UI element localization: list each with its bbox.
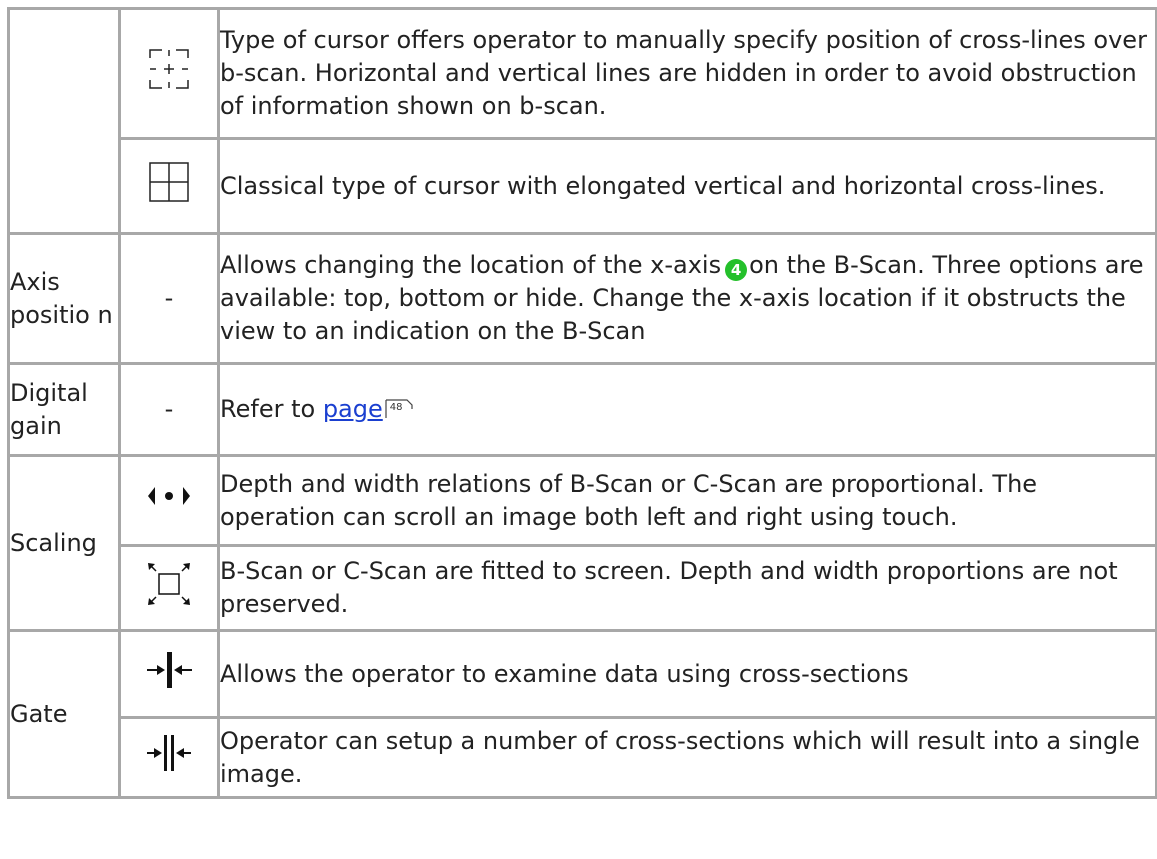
table-row xyxy=(9,139,1157,234)
table-row-digital-gain xyxy=(9,364,1157,456)
description-cell xyxy=(219,456,1157,546)
scaling-proportional-description: Depth and width relations of B-Scan or C-Scan are proportional. The operation can scroll an image both left and right using touch. xyxy=(220,469,1038,531)
param-cell-cursor xyxy=(9,9,120,234)
description-cell xyxy=(219,234,1157,364)
icon-cell xyxy=(120,631,219,718)
cursor-cross-hidden-icon xyxy=(148,48,190,90)
cursor-hidden-description: Type of cursor offers operator to manually specify position of cross-lines over b-scan. Horizontal and vertical lines are hidden in order to avoid obstruction of information shown on b-scan. xyxy=(220,26,1147,120)
axis-position-icon-dash: - xyxy=(120,234,219,364)
scaling-fit-description: B-Scan or C-Scan are fitted to screen. Depth and width proportions are not preserved. xyxy=(220,557,1118,618)
icon-cell xyxy=(120,546,219,631)
param-axis-position: Axis positio n xyxy=(9,234,120,364)
page-ref-number: 48 xyxy=(389,402,403,413)
param-digital-gain: Digital gain xyxy=(9,364,120,456)
description-cell xyxy=(219,139,1157,234)
digital-gain-desc-prefix: Refer to xyxy=(220,395,316,423)
table-row-scaling xyxy=(9,456,1157,546)
icon-cell xyxy=(120,456,219,546)
scaling-fit-screen-icon xyxy=(146,561,192,607)
description-cell xyxy=(219,546,1157,631)
description-cell xyxy=(219,631,1157,718)
gate-multiple-description: Operator can setup a number of cross-sections which will result into a single image. xyxy=(220,726,1140,788)
scaling-proportional-icon xyxy=(146,483,192,509)
cursor-cross-full-icon xyxy=(148,161,190,203)
axis-position-desc-after: on the B-Scan. Three options are available: top, bottom or hide. Change the x-axis location if it obstructs the view to an indication on the B-Scan xyxy=(220,251,1144,345)
icon-cell xyxy=(120,9,219,139)
parameters-table xyxy=(7,7,1157,799)
gate-multiple-icon xyxy=(145,733,193,773)
table-row xyxy=(9,546,1157,631)
table-row-gate xyxy=(9,631,1157,718)
description-cell xyxy=(219,9,1157,139)
digital-gain-icon-dash: - xyxy=(120,364,219,456)
icon-cell xyxy=(120,139,219,234)
page-link[interactable]: page xyxy=(322,395,383,423)
table-row-axis-position xyxy=(9,234,1157,364)
gate-single-icon xyxy=(145,650,193,690)
description-cell xyxy=(219,718,1157,798)
description-cell xyxy=(219,364,1157,456)
axis-position-desc-before: Allows changing the location of the x-axis xyxy=(220,251,722,279)
table-row xyxy=(9,718,1157,798)
param-gate: Gate xyxy=(9,631,120,798)
icon-cell xyxy=(120,718,219,798)
cursor-classic-description: Classical type of cursor with elongated vertical and horizontal cross-lines. xyxy=(220,171,1106,200)
gate-single-description: Allows the operator to examine data using cross-sections xyxy=(220,659,909,688)
page-ref-badge[interactable] xyxy=(385,397,413,419)
param-scaling: Scaling xyxy=(9,456,120,631)
table-row xyxy=(9,9,1157,139)
callout-number-badge: 4 xyxy=(725,259,747,281)
